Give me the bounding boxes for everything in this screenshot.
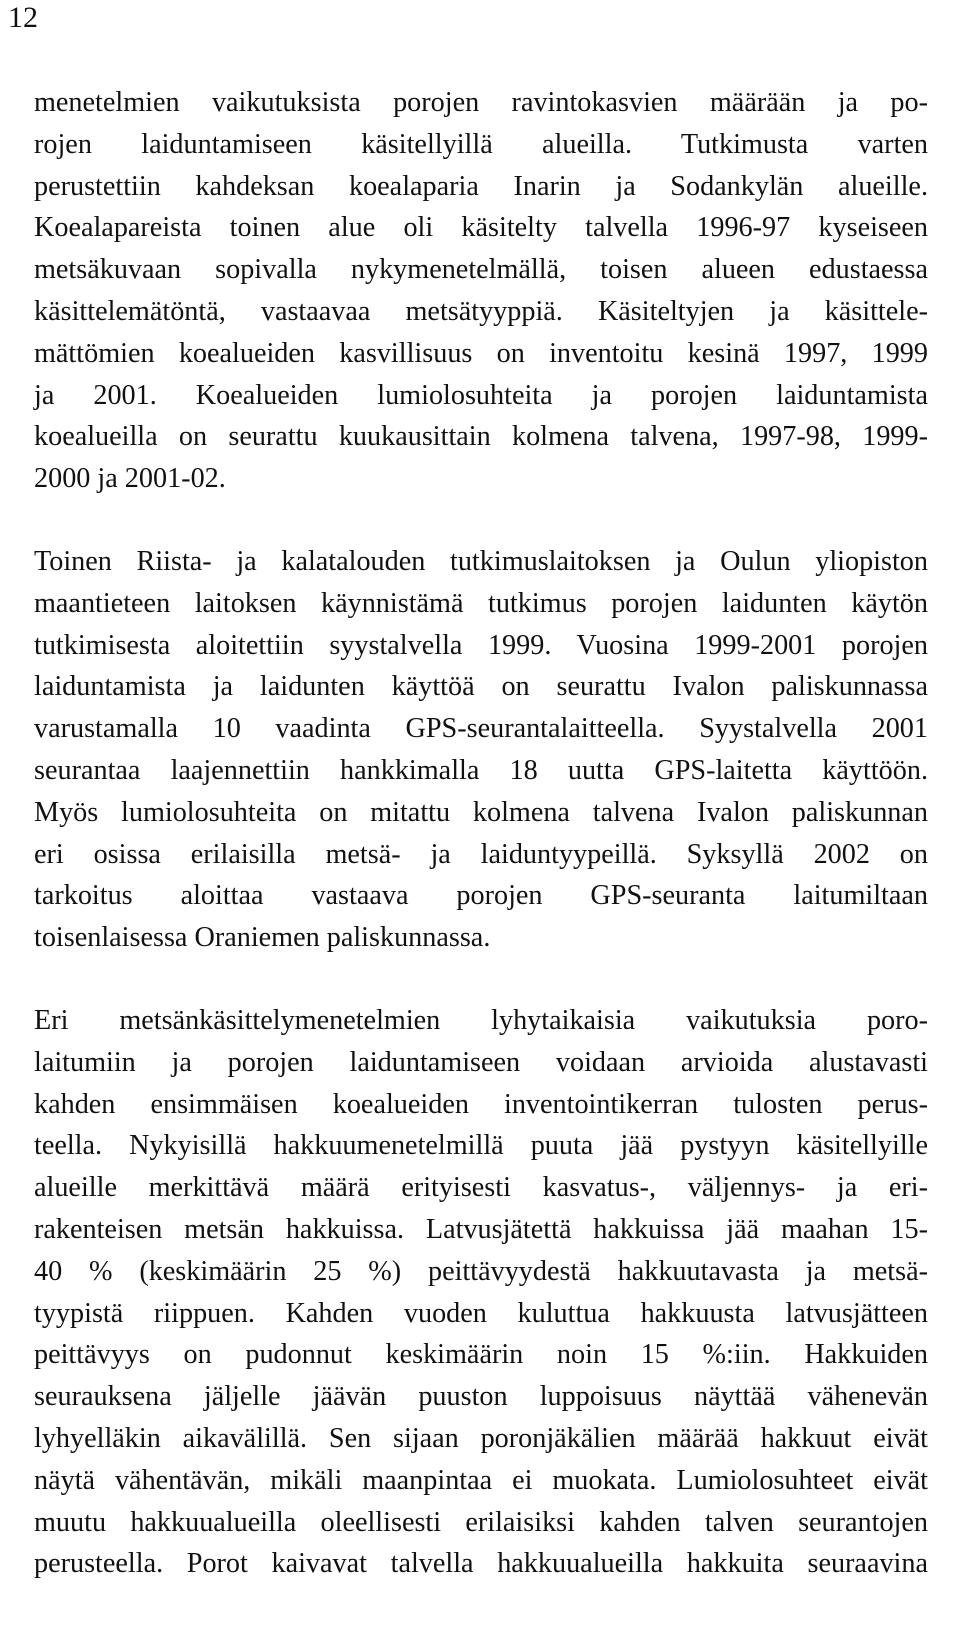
body-text (34, 82, 928, 1626)
text-line: perusteella. Porot kaivavat talvella hakkuualueilla hakkuita seuraavina (34, 1548, 928, 1580)
text-line: tutkimisesta aloitettiin syystalvella 1999. Vuosina 1999-2001 porojen (34, 629, 928, 661)
text-line: rakenteisen metsän hakkuissa. Latvusjätettä hakkuissa jää maahan 15- (34, 1213, 928, 1245)
text-line: mättömien koealueiden kasvillisuus on inventoitu kesinä 1997, 1999 (34, 337, 928, 369)
text-line: tarkoitus aloittaa vastaava porojen GPS-seuranta laitumiltaan (34, 880, 928, 912)
paragraph-1 (34, 82, 928, 500)
text-line: lyhyelläkin aikavälillä. Sen sijaan poronjäkälien määrää hakkuut eivät (34, 1422, 928, 1454)
text-line: Eri metsänkäsittelymenetelmien lyhytaikaisia vaikutuksia poro- (34, 1004, 928, 1036)
text-line: eri osissa erilaisilla metsä- ja laiduntyypeillä. Syksyllä 2002 on (34, 838, 928, 870)
text-line: seurantaa laajennettiin hankkimalla 18 uutta GPS-laitetta käyttöön. (34, 754, 928, 786)
text-line: ja 2001. Koealueiden lumiolosuhteita ja porojen laiduntamista (34, 379, 928, 411)
text-line: perustettiin kahdeksan koealaparia Inarin ja Sodankylän alueille. (34, 170, 928, 202)
text-line: 2000 ja 2001-02. (34, 463, 226, 495)
text-line: peittävyys on pudonnut keskimäärin noin 15 %:iin. Hakkuiden (34, 1339, 928, 1371)
text-line: teella. Nykyisillä hakkuumenetelmillä puuta jää pystyyn käsitellyille (34, 1130, 928, 1162)
text-line: koealueilla on seurattu kuukausittain kolmena talvena, 1997-98, 1999- (34, 421, 928, 453)
text-line: Toinen Riista- ja kalatalouden tutkimuslaitoksen ja Oulun yliopiston (34, 545, 928, 577)
text-line: 40 % (keskimäärin 25 %) peittävyydestä hakkuutavasta ja metsä- (34, 1255, 928, 1287)
text-line: seurauksena jäljelle jäävän puuston luppoisuus näyttää vähenevän (34, 1381, 928, 1413)
text-line: alueille merkittävä määrä erityisesti kasvatus-, väljennys- ja eri- (34, 1172, 928, 1204)
text-line: käsittelemätöntä, vastaavaa metsätyyppiä. Käsiteltyjen ja käsittele- (34, 295, 928, 327)
text-line: laiduntamista ja laidunten käyttöä on seurattu Ivalon paliskunnassa (34, 671, 928, 703)
text-line: varustamalla 10 vaadinta GPS-seurantalaitteella. Syystalvella 2001 (34, 713, 928, 745)
text-line: kahden ensimmäisen koealueiden inventointikerran tulosten perus- (34, 1088, 928, 1120)
text-line: Koealapareista toinen alue oli käsitelty talvella 1996-97 kyseiseen (34, 212, 928, 244)
text-line: rojen laiduntamiseen käsitellyillä alueilla. Tutkimusta varten (34, 128, 928, 160)
paragraph-2 (34, 541, 928, 959)
text-line: Myös lumiolosuhteita on mitattu kolmena talvena Ivalon paliskunnan (34, 796, 928, 828)
text-line: muutu hakkuualueilla oleellisesti erilaisiksi kahden talven seurantojen (34, 1506, 928, 1538)
text-line: tyypistä riippuen. Kahden vuoden kuluttua hakkuusta latvusjätteen (34, 1297, 928, 1329)
text-line: metsäkuvaan sopivalla nykymenetelmällä, toisen alueen edustaessa (34, 254, 928, 286)
text-line: maantieteen laitoksen käynnistämä tutkimus porojen laidunten käytön (34, 587, 928, 619)
text-line: laitumiin ja porojen laiduntamiseen voidaan arvioida alustavasti (34, 1046, 928, 1078)
page-number: 12 (8, 1, 38, 34)
text-line: näytä vähentävän, mikäli maanpintaa ei muokata. Lumiolosuhteet eivät (34, 1464, 928, 1496)
text-line: toisenlaisessa Oraniemen paliskunnassa. (34, 922, 491, 954)
paragraph-3 (34, 1000, 928, 1585)
text-line: menetelmien vaikutuksista porojen ravintokasvien määrään ja po- (34, 87, 928, 118)
